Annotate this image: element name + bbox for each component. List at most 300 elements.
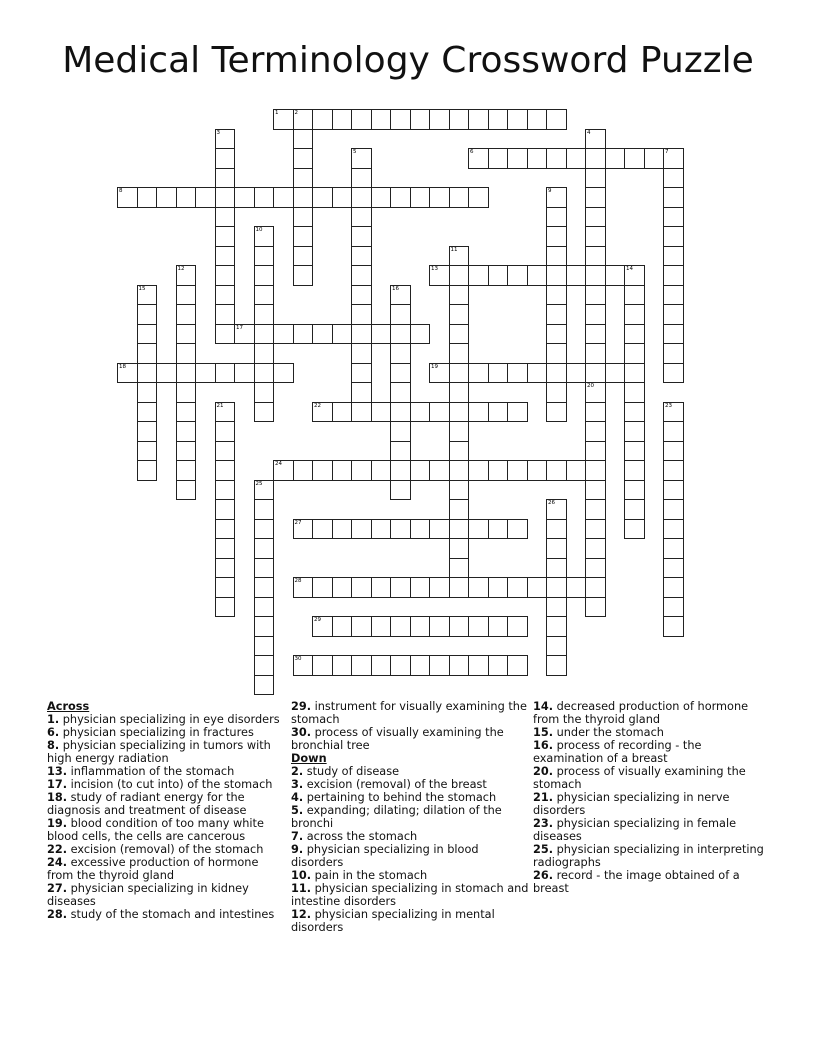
grid-cell[interactable] [624, 324, 645, 345]
grid-cell[interactable] [312, 616, 333, 637]
grid-cell[interactable] [254, 616, 275, 637]
grid-cell[interactable] [663, 558, 684, 579]
grid-cell[interactable] [468, 616, 489, 637]
grid-cell[interactable] [293, 226, 314, 247]
grid-cell[interactable] [371, 187, 392, 208]
grid-cell[interactable] [585, 285, 606, 306]
grid-cell[interactable] [507, 577, 528, 598]
grid-cell[interactable] [254, 558, 275, 579]
grid-cell[interactable] [215, 285, 236, 306]
grid-cell[interactable] [351, 226, 372, 247]
grid-cell[interactable] [390, 480, 411, 501]
grid-cell[interactable] [351, 207, 372, 228]
grid-cell[interactable] [449, 382, 470, 403]
grid-cell[interactable] [585, 382, 606, 403]
grid-cell[interactable] [371, 402, 392, 423]
grid-cell[interactable] [468, 109, 489, 130]
grid-cell[interactable] [468, 460, 489, 481]
grid-cell[interactable] [254, 324, 275, 345]
grid-cell[interactable] [546, 402, 567, 423]
grid-cell[interactable] [663, 246, 684, 267]
grid-cell[interactable] [585, 246, 606, 267]
grid-cell[interactable] [429, 616, 450, 637]
grid-cell[interactable] [254, 636, 275, 657]
grid-cell[interactable] [566, 577, 587, 598]
grid-cell[interactable] [468, 363, 489, 384]
grid-cell[interactable] [624, 402, 645, 423]
grid-cell[interactable] [605, 363, 626, 384]
grid-cell[interactable] [332, 655, 353, 676]
grid-cell[interactable] [351, 577, 372, 598]
grid-cell[interactable] [546, 187, 567, 208]
grid-cell[interactable] [488, 519, 509, 540]
grid-cell[interactable] [527, 577, 548, 598]
grid-cell[interactable] [215, 499, 236, 520]
grid-cell[interactable] [410, 109, 431, 130]
grid-cell[interactable] [390, 441, 411, 462]
grid-cell[interactable] [546, 304, 567, 325]
grid-cell[interactable] [293, 460, 314, 481]
grid-cell[interactable] [312, 109, 333, 130]
grid-cell[interactable] [507, 519, 528, 540]
grid-cell[interactable] [488, 460, 509, 481]
grid-cell[interactable] [468, 148, 489, 169]
grid-cell[interactable] [215, 187, 236, 208]
grid-cell[interactable] [215, 577, 236, 598]
grid-cell[interactable] [254, 675, 275, 696]
grid-cell[interactable] [585, 148, 606, 169]
grid-cell[interactable] [585, 343, 606, 364]
grid-cell[interactable] [449, 324, 470, 345]
grid-cell[interactable] [371, 324, 392, 345]
grid-cell[interactable] [215, 246, 236, 267]
grid-cell[interactable] [215, 421, 236, 442]
grid-cell[interactable] [273, 460, 294, 481]
grid-cell[interactable] [351, 616, 372, 637]
grid-cell[interactable] [273, 363, 294, 384]
grid-cell[interactable] [507, 265, 528, 286]
grid-cell[interactable] [293, 655, 314, 676]
grid-cell[interactable] [527, 460, 548, 481]
grid-cell[interactable] [390, 460, 411, 481]
grid-cell[interactable] [663, 324, 684, 345]
grid-cell[interactable] [215, 168, 236, 189]
grid-cell[interactable] [156, 363, 177, 384]
grid-cell[interactable] [351, 363, 372, 384]
grid-cell[interactable] [390, 577, 411, 598]
grid-cell[interactable] [546, 226, 567, 247]
grid-cell[interactable] [663, 304, 684, 325]
grid-cell[interactable] [332, 402, 353, 423]
grid-cell[interactable] [488, 616, 509, 637]
grid-cell[interactable] [351, 655, 372, 676]
grid-cell[interactable] [215, 207, 236, 228]
grid-cell[interactable] [585, 441, 606, 462]
grid-cell[interactable] [585, 538, 606, 559]
grid-cell[interactable] [215, 597, 236, 618]
grid-cell[interactable] [371, 616, 392, 637]
grid-cell[interactable] [449, 655, 470, 676]
grid-cell[interactable] [663, 421, 684, 442]
grid-cell[interactable] [254, 655, 275, 676]
grid-cell[interactable] [546, 636, 567, 657]
grid-cell[interactable] [293, 129, 314, 150]
grid-cell[interactable] [410, 519, 431, 540]
grid-cell[interactable] [390, 109, 411, 130]
grid-cell[interactable] [566, 363, 587, 384]
grid-cell[interactable] [527, 109, 548, 130]
grid-cell[interactable] [663, 460, 684, 481]
grid-cell[interactable] [254, 597, 275, 618]
grid-cell[interactable] [117, 363, 138, 384]
grid-cell[interactable] [429, 402, 450, 423]
grid-cell[interactable] [663, 207, 684, 228]
grid-cell[interactable] [176, 343, 197, 364]
grid-cell[interactable] [566, 265, 587, 286]
grid-cell[interactable] [507, 655, 528, 676]
grid-cell[interactable] [254, 363, 275, 384]
grid-cell[interactable] [351, 168, 372, 189]
grid-cell[interactable] [605, 148, 626, 169]
grid-cell[interactable] [137, 460, 158, 481]
grid-cell[interactable] [371, 109, 392, 130]
grid-cell[interactable] [585, 480, 606, 501]
grid-cell[interactable] [546, 655, 567, 676]
grid-cell[interactable] [546, 265, 567, 286]
grid-cell[interactable] [176, 382, 197, 403]
grid-cell[interactable] [215, 148, 236, 169]
grid-cell[interactable] [371, 655, 392, 676]
grid-cell[interactable] [176, 402, 197, 423]
grid-cell[interactable] [585, 129, 606, 150]
grid-cell[interactable] [527, 363, 548, 384]
grid-cell[interactable] [585, 304, 606, 325]
grid-cell[interactable] [663, 499, 684, 520]
grid-cell[interactable] [663, 168, 684, 189]
grid-cell[interactable] [429, 363, 450, 384]
grid-cell[interactable] [312, 460, 333, 481]
grid-cell[interactable] [351, 246, 372, 267]
grid-cell[interactable] [663, 187, 684, 208]
grid-cell[interactable] [488, 577, 509, 598]
grid-cell[interactable] [215, 441, 236, 462]
grid-cell[interactable] [351, 460, 372, 481]
grid-cell[interactable] [332, 616, 353, 637]
grid-cell[interactable] [546, 499, 567, 520]
grid-cell[interactable] [137, 382, 158, 403]
grid-cell[interactable] [663, 577, 684, 598]
grid-cell[interactable] [663, 402, 684, 423]
grid-cell[interactable] [468, 655, 489, 676]
grid-cell[interactable] [254, 187, 275, 208]
grid-cell[interactable] [507, 402, 528, 423]
grid-cell[interactable] [215, 558, 236, 579]
grid-cell[interactable] [410, 402, 431, 423]
grid-cell[interactable] [215, 519, 236, 540]
grid-cell[interactable] [234, 324, 255, 345]
grid-cell[interactable] [507, 616, 528, 637]
grid-cell[interactable] [468, 519, 489, 540]
grid-cell[interactable] [624, 441, 645, 462]
grid-cell[interactable] [429, 655, 450, 676]
grid-cell[interactable] [215, 363, 236, 384]
grid-cell[interactable] [176, 460, 197, 481]
grid-cell[interactable] [468, 577, 489, 598]
grid-cell[interactable] [351, 343, 372, 364]
grid-cell[interactable] [137, 324, 158, 345]
grid-cell[interactable] [546, 460, 567, 481]
grid-cell[interactable] [254, 519, 275, 540]
grid-cell[interactable] [137, 187, 158, 208]
grid-cell[interactable] [254, 538, 275, 559]
grid-cell[interactable] [312, 655, 333, 676]
grid-cell[interactable] [254, 343, 275, 364]
grid-cell[interactable] [176, 187, 197, 208]
grid-cell[interactable] [410, 655, 431, 676]
grid-cell[interactable] [351, 285, 372, 306]
grid-cell[interactable] [546, 343, 567, 364]
grid-cell[interactable] [546, 538, 567, 559]
grid-cell[interactable] [449, 265, 470, 286]
grid-cell[interactable] [644, 148, 665, 169]
grid-cell[interactable] [488, 363, 509, 384]
grid-cell[interactable] [527, 265, 548, 286]
grid-cell[interactable] [449, 538, 470, 559]
grid-cell[interactable] [293, 148, 314, 169]
grid-cell[interactable] [215, 304, 236, 325]
grid-cell[interactable] [624, 363, 645, 384]
grid-cell[interactable] [215, 129, 236, 150]
grid-cell[interactable] [137, 363, 158, 384]
grid-cell[interactable] [449, 421, 470, 442]
grid-cell[interactable] [449, 246, 470, 267]
grid-cell[interactable] [488, 265, 509, 286]
grid-cell[interactable] [312, 187, 333, 208]
grid-cell[interactable] [293, 324, 314, 345]
grid-cell[interactable] [273, 109, 294, 130]
grid-cell[interactable] [449, 616, 470, 637]
grid-cell[interactable] [488, 109, 509, 130]
grid-cell[interactable] [605, 265, 626, 286]
grid-cell[interactable] [312, 577, 333, 598]
grid-cell[interactable] [351, 304, 372, 325]
grid-cell[interactable] [176, 265, 197, 286]
grid-cell[interactable] [546, 285, 567, 306]
grid-cell[interactable] [293, 207, 314, 228]
grid-cell[interactable] [332, 460, 353, 481]
grid-cell[interactable] [293, 577, 314, 598]
grid-cell[interactable] [468, 187, 489, 208]
grid-cell[interactable] [195, 363, 216, 384]
grid-cell[interactable] [254, 382, 275, 403]
grid-cell[interactable] [585, 577, 606, 598]
grid-cell[interactable] [390, 519, 411, 540]
grid-cell[interactable] [585, 460, 606, 481]
grid-cell[interactable] [293, 519, 314, 540]
grid-cell[interactable] [332, 577, 353, 598]
grid-cell[interactable] [449, 363, 470, 384]
grid-cell[interactable] [254, 285, 275, 306]
grid-cell[interactable] [449, 480, 470, 501]
grid-cell[interactable] [215, 324, 236, 345]
grid-cell[interactable] [624, 421, 645, 442]
grid-cell[interactable] [507, 363, 528, 384]
grid-cell[interactable] [293, 187, 314, 208]
grid-cell[interactable] [293, 109, 314, 130]
grid-cell[interactable] [507, 148, 528, 169]
grid-cell[interactable] [176, 421, 197, 442]
grid-cell[interactable] [585, 265, 606, 286]
grid-cell[interactable] [624, 519, 645, 540]
grid-cell[interactable] [449, 460, 470, 481]
grid-cell[interactable] [351, 148, 372, 169]
grid-cell[interactable] [585, 519, 606, 540]
grid-cell[interactable] [176, 324, 197, 345]
grid-cell[interactable] [332, 109, 353, 130]
grid-cell[interactable] [585, 187, 606, 208]
grid-cell[interactable] [663, 441, 684, 462]
grid-cell[interactable] [410, 577, 431, 598]
grid-cell[interactable] [566, 148, 587, 169]
grid-cell[interactable] [527, 148, 548, 169]
grid-cell[interactable] [137, 304, 158, 325]
grid-cell[interactable] [137, 421, 158, 442]
grid-cell[interactable] [390, 304, 411, 325]
grid-cell[interactable] [254, 577, 275, 598]
grid-cell[interactable] [663, 265, 684, 286]
grid-cell[interactable] [449, 441, 470, 462]
grid-cell[interactable] [546, 597, 567, 618]
grid-cell[interactable] [371, 519, 392, 540]
grid-cell[interactable] [429, 187, 450, 208]
grid-cell[interactable] [332, 187, 353, 208]
grid-cell[interactable] [468, 265, 489, 286]
grid-cell[interactable] [449, 402, 470, 423]
grid-cell[interactable] [429, 460, 450, 481]
grid-cell[interactable] [449, 187, 470, 208]
grid-cell[interactable] [390, 324, 411, 345]
grid-cell[interactable] [663, 480, 684, 501]
grid-cell[interactable] [429, 519, 450, 540]
grid-cell[interactable] [410, 616, 431, 637]
grid-cell[interactable] [176, 304, 197, 325]
grid-cell[interactable] [468, 402, 489, 423]
grid-cell[interactable] [390, 421, 411, 442]
grid-cell[interactable] [663, 519, 684, 540]
grid-cell[interactable] [293, 265, 314, 286]
grid-cell[interactable] [273, 324, 294, 345]
grid-cell[interactable] [624, 148, 645, 169]
grid-cell[interactable] [663, 148, 684, 169]
grid-cell[interactable] [351, 519, 372, 540]
grid-cell[interactable] [273, 187, 294, 208]
grid-cell[interactable] [293, 246, 314, 267]
grid-cell[interactable] [507, 109, 528, 130]
grid-cell[interactable] [254, 402, 275, 423]
grid-cell[interactable] [332, 519, 353, 540]
grid-cell[interactable] [488, 402, 509, 423]
grid-cell[interactable] [410, 460, 431, 481]
grid-cell[interactable] [117, 187, 138, 208]
grid-cell[interactable] [585, 558, 606, 579]
grid-cell[interactable] [312, 402, 333, 423]
grid-cell[interactable] [663, 597, 684, 618]
grid-cell[interactable] [137, 343, 158, 364]
grid-cell[interactable] [663, 363, 684, 384]
grid-cell[interactable] [449, 285, 470, 306]
grid-cell[interactable] [254, 480, 275, 501]
grid-cell[interactable] [234, 363, 255, 384]
grid-cell[interactable] [137, 285, 158, 306]
grid-cell[interactable] [624, 460, 645, 481]
grid-cell[interactable] [488, 655, 509, 676]
grid-cell[interactable] [449, 109, 470, 130]
grid-cell[interactable] [449, 343, 470, 364]
grid-cell[interactable] [585, 597, 606, 618]
grid-cell[interactable] [624, 304, 645, 325]
grid-cell[interactable] [390, 363, 411, 384]
grid-cell[interactable] [215, 480, 236, 501]
grid-cell[interactable] [254, 246, 275, 267]
grid-cell[interactable] [390, 616, 411, 637]
grid-cell[interactable] [176, 480, 197, 501]
grid-cell[interactable] [351, 265, 372, 286]
grid-cell[interactable] [624, 499, 645, 520]
grid-cell[interactable] [624, 480, 645, 501]
grid-cell[interactable] [137, 441, 158, 462]
grid-cell[interactable] [585, 226, 606, 247]
grid-cell[interactable] [390, 402, 411, 423]
grid-cell[interactable] [137, 402, 158, 423]
grid-cell[interactable] [585, 402, 606, 423]
grid-cell[interactable] [234, 187, 255, 208]
grid-cell[interactable] [585, 363, 606, 384]
grid-cell[interactable] [546, 558, 567, 579]
grid-cell[interactable] [429, 265, 450, 286]
grid-cell[interactable] [371, 577, 392, 598]
grid-cell[interactable] [585, 168, 606, 189]
grid-cell[interactable] [254, 499, 275, 520]
grid-cell[interactable] [449, 304, 470, 325]
grid-cell[interactable] [429, 109, 450, 130]
grid-cell[interactable] [663, 226, 684, 247]
grid-cell[interactable] [215, 402, 236, 423]
grid-cell[interactable] [449, 499, 470, 520]
grid-cell[interactable] [663, 616, 684, 637]
grid-cell[interactable] [566, 460, 587, 481]
grid-cell[interactable] [546, 382, 567, 403]
grid-cell[interactable] [156, 187, 177, 208]
grid-cell[interactable] [254, 226, 275, 247]
grid-cell[interactable] [624, 382, 645, 403]
grid-cell[interactable] [585, 421, 606, 442]
grid-cell[interactable] [488, 148, 509, 169]
grid-cell[interactable] [351, 324, 372, 345]
grid-cell[interactable] [546, 207, 567, 228]
grid-cell[interactable] [624, 343, 645, 364]
grid-cell[interactable] [507, 460, 528, 481]
grid-cell[interactable] [546, 109, 567, 130]
grid-cell[interactable] [351, 187, 372, 208]
grid-cell[interactable] [546, 363, 567, 384]
grid-cell[interactable] [546, 519, 567, 540]
grid-cell[interactable] [351, 402, 372, 423]
grid-cell[interactable] [546, 148, 567, 169]
grid-cell[interactable] [410, 187, 431, 208]
grid-cell[interactable] [663, 538, 684, 559]
grid-cell[interactable] [390, 187, 411, 208]
grid-cell[interactable] [215, 226, 236, 247]
